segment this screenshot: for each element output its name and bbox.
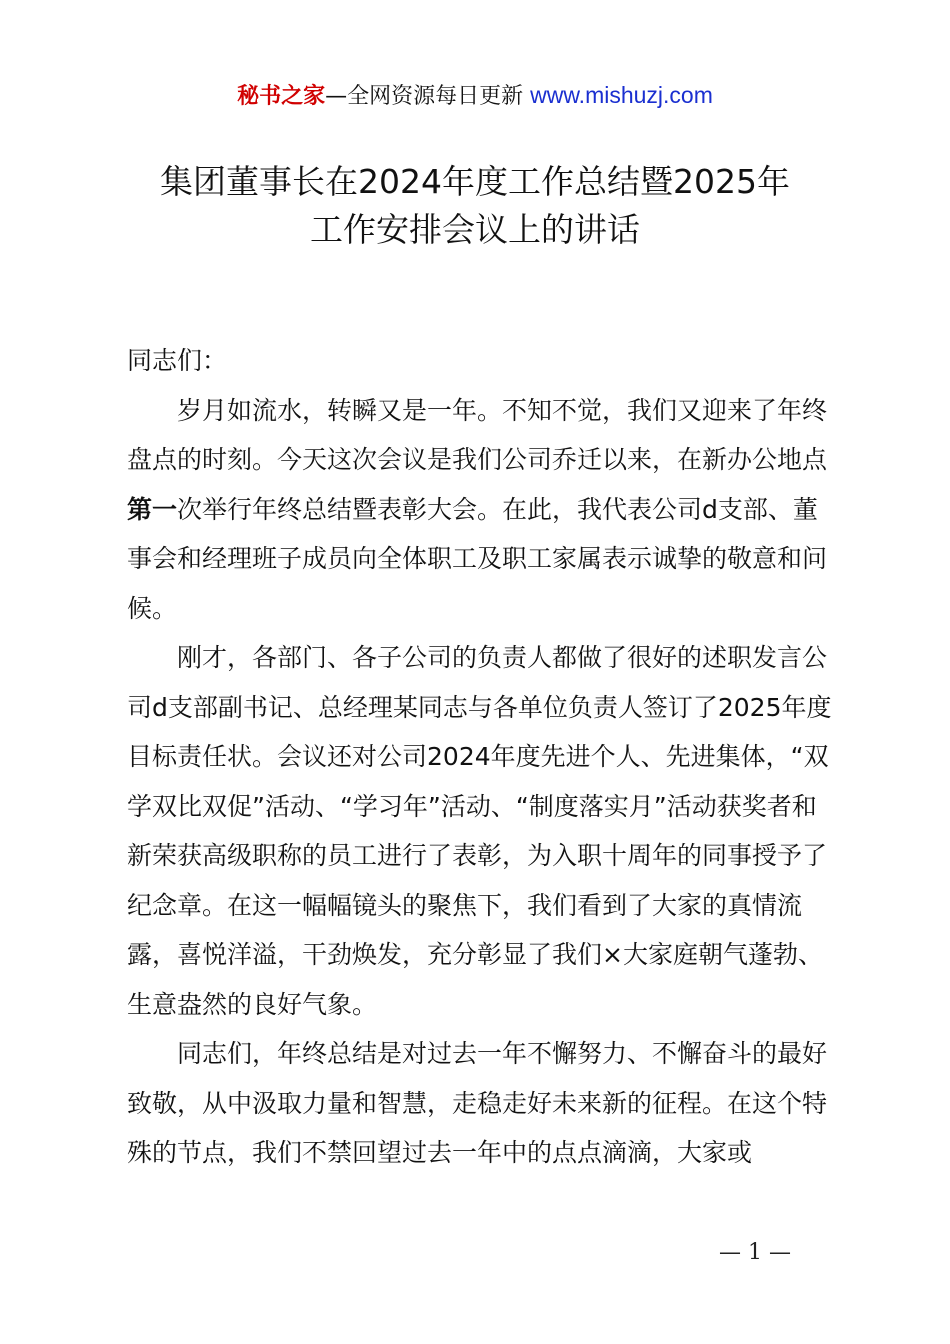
site-url-link[interactable]: www.mishuzj.com [530, 82, 713, 108]
paragraph-3: 同志们，年终总结是对过去一年不懈努力、不懈奋斗的最好致敬，从中汲取力量和智慧，走稳走好未来新的征程。在这个特殊的节点，我们不禁回望过去一年中的点点滴滴，大家或 [127, 1039, 828, 1167]
paragraph-1-part-b: 次举行年终总结暨表彰大会。在此，我代表公司d支部、董事会和经理班子成员向全体职工及职工家属表示诚挚的敬意和问候。 [127, 494, 828, 623]
title-line-2: 工作安排会议上的讲话 [310, 210, 640, 249]
paragraph-1 [127, 386, 837, 634]
title-line-1: 集团董事长在2024年度工作总结暨2025年 [160, 162, 790, 201]
paragraph-2: 刚才，各部门、各子公司的负责人都做了很好的述职发言公司d支部副书记、总经理某同志与各单位负责人签订了2025年度目标责任状。会议还对公司2024年度先进个人、先进集体，“双学双比双促”活动、“学习年”活动、“制度落实月”活动获奖者和新荣获高级职称的员工进行了表彰，为入职十周年的同事授予了纪念章。在这一幅幅镜头的聚焦下，我们看到了大家的真情流露，喜悦洋溢，干劲焕发，充分彰显了我们×大家庭朝气蓬勃、生意盎然的良好气象。 [127, 643, 832, 1019]
paragraph-1-bold-text: 第一 [127, 494, 178, 524]
document-title [60, 158, 890, 254]
header-tagline: —全网资源每日更新 [325, 84, 531, 109]
greeting: 同志们： [127, 346, 228, 375]
brand-name: 秘书之家 [237, 84, 326, 109]
document-body [127, 336, 837, 1178]
site-header [0, 80, 950, 112]
page-number: — 1 — [719, 1240, 791, 1265]
paragraph-1-part-a: 岁月如流水，转瞬又是一年。不知不觉，我们又迎来了年终盘点的时刻。今天这次会议是我们公司乔迁以来，在新办公地点 [127, 395, 828, 474]
